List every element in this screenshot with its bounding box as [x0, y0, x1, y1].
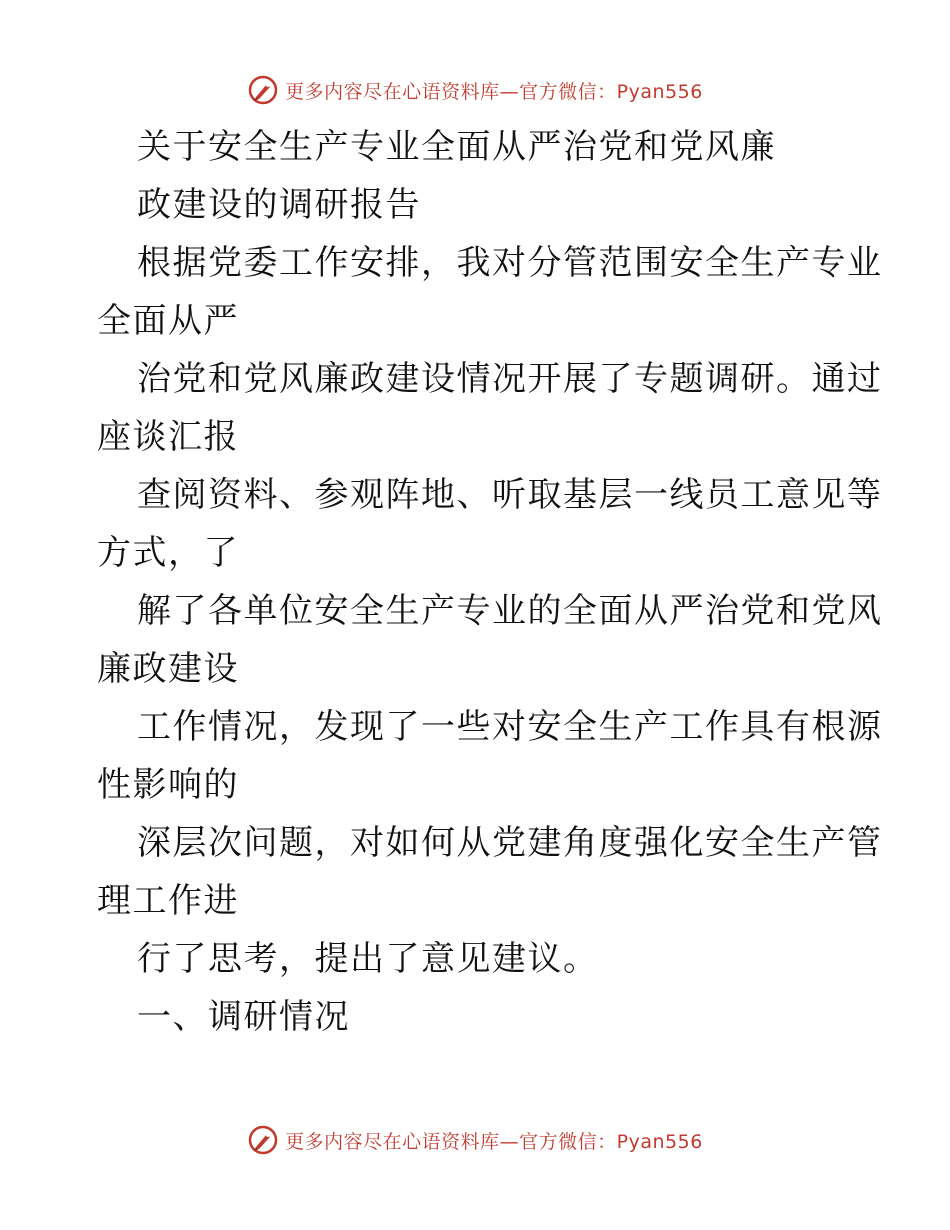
paragraph-line: 性影响的 — [97, 765, 239, 805]
banner-text: 更多内容尽在心语资料库—官方微信：Pyan556 — [285, 1130, 703, 1153]
paragraph-line: 座谈汇报 — [97, 417, 239, 457]
paragraph-line: 根据党委工作安排，我对分管范围安全生产专业 — [137, 243, 883, 283]
paragraph-line: 深层次问题，对如何从党建角度强化安全生产管 — [137, 823, 883, 863]
paragraph-line: 廉政建设 — [97, 649, 239, 689]
paragraph-line: 查阅资料、参观阵地、听取基层一线员工意见等 — [137, 475, 883, 515]
paragraph-line: 方式，了 — [97, 533, 239, 573]
paragraph-line: 治党和党风廉政建设情况开展了专题调研。通过 — [137, 359, 883, 399]
paragraph-line: 工作情况，发现了一些对安全生产工作具有根源 — [137, 707, 883, 747]
paragraph-line: 全面从严 — [97, 301, 239, 341]
paragraph-line: 行了思考，提出了意见建议。 — [137, 939, 599, 979]
pen-nib-logo-icon — [247, 1124, 279, 1156]
document-body — [97, 118, 883, 1046]
paragraph-line: 解了各单位安全生产专业的全面从严治党和党风 — [137, 591, 883, 631]
pen-nib-logo-icon — [247, 74, 279, 106]
footer-banner — [0, 1120, 950, 1160]
document-title-line-1: 关于安全生产专业全面从严治党和党风廉 — [137, 127, 776, 167]
banner-text: 更多内容尽在心语资料库—官方微信：Pyan556 — [285, 80, 703, 103]
document-title-line-2: 政建设的调研报告 — [137, 185, 421, 225]
section-heading: 一、调研情况 — [137, 997, 350, 1037]
paragraph-line: 理工作进 — [97, 881, 239, 921]
header-banner — [0, 70, 950, 110]
